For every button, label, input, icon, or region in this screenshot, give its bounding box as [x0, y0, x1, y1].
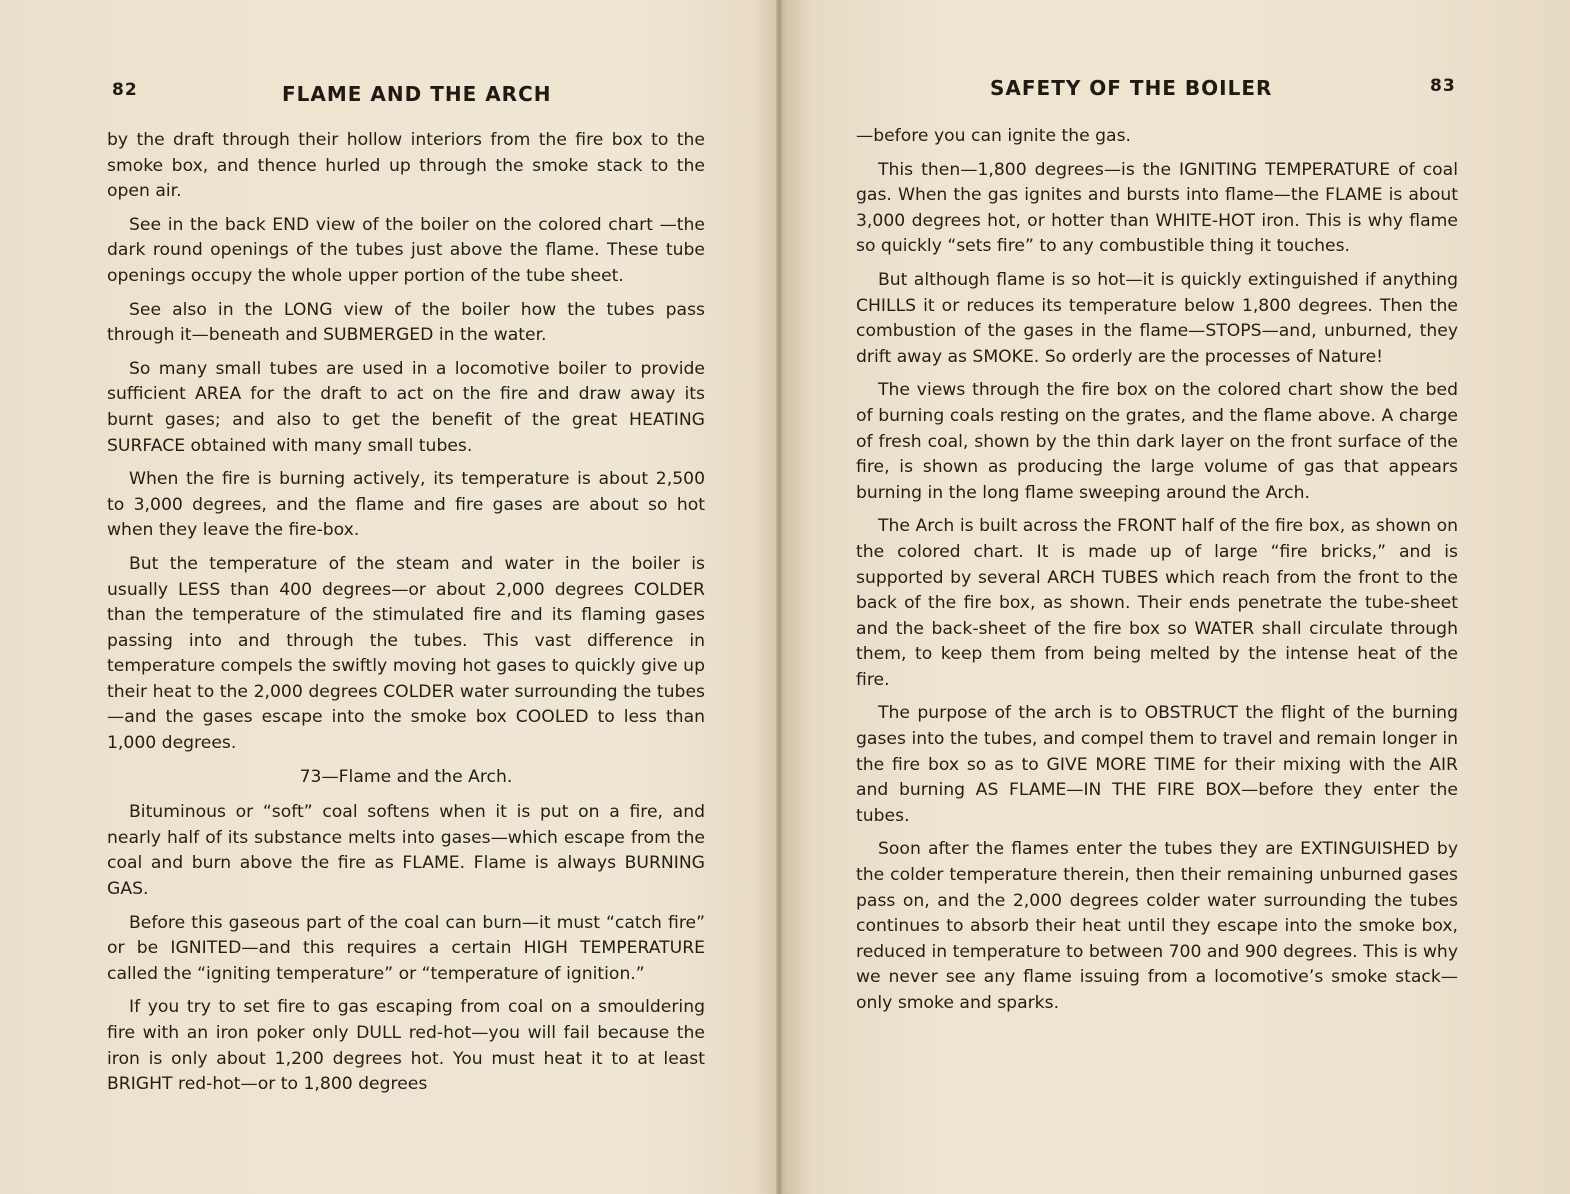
right-page: [780, 0, 1570, 1194]
paragraph: The Arch is built across the FRONT half of the fire box, as shown on the colored chart. It is made up of large “fire bricks,” and is supported by several ARCH TUBES which reach from the front to the back of the fire box, as shown. Their ends penetrate the tube-sheet and the back-sheet of the fire box so WATER shall circulate through them, to keep them from being melted by the intense heat of the fire.: [856, 516, 1458, 690]
paragraph: The views through the fire box on the colored chart show the bed of burning coals resting on the grates, and the flame above. A charge of fresh coal, shown by the thin dark layer on the front surface of the fire, is shown as producing the large volume of gas that appears burning in the long flame sweeping around the Arch.: [856, 380, 1458, 503]
section-heading: 73—Flame and the Arch.: [299, 766, 513, 787]
running-head: FLAME AND THE ARCH: [282, 82, 552, 106]
paragraph: If you try to set fire to gas escaping from coal on a smouldering fire with an iron poker only DULL red-hot—you will fail because the iron is only about 1,200 degrees hot. You must heat it to at least BRIGHT red-hot—or to 1,800 degrees: [107, 997, 705, 1095]
page-number: 82: [112, 80, 138, 100]
paragraph: So many small tubes are used in a locomotive boiler to provide sufficient AREA for the draft to act on the fire and draw away its burnt gases; and also to get the benefit of the great HEATING SURFACE obtained with many small tubes.: [107, 358, 705, 456]
paragraph: Bituminous or “soft” coal softens when it is put on a fire, and nearly half of its substance melts into gases—which escape from the coal and burn above the fire as FLAME. Flame is always BURNING GAS.: [107, 802, 705, 900]
page-number: 83: [1430, 76, 1456, 96]
paragraph: But the temperature of the steam and water in the boiler is usually LESS than 400 degrees—or about 2,000 degrees COLDER than the temperature of the stimulated fire and its flaming gases passing into and through the tubes. This vast difference in temperature compels the swiftly moving hot gases to quickly give up their heat to the 2,000 degrees COLDER water surrounding the tubes—and the gases escape into the smoke box COOLED to less than 1,000 degrees.: [107, 553, 705, 754]
page-body: [856, 124, 1458, 1025]
paragraph: —before you can ignite the gas.: [856, 126, 1132, 146]
paragraph: See also in the LONG view of the boiler how the tubes pass through it—beneath and SUBMERGED in the water.: [107, 299, 705, 346]
page-body: [107, 128, 705, 1106]
paragraph: This then—1,800 degrees—is the IGNITING TEMPERATURE of coal gas. When the gas ignites and bursts into flame—the FLAME is about 3,000 degrees hot, or hotter than WHITE-HOT iron. This is why flame so quickly “sets fire” to any combustible thing it touches.: [856, 159, 1458, 257]
paragraph: When the fire is burning actively, its temperature is about 2,500 to 3,000 degrees, and the flame and fire gases are about so hot when they leave the fire-box.: [107, 469, 705, 541]
paragraph: Soon after the flames enter the tubes they are EXTINGUISHED by the colder temperature therein, then their remaining unburned gases pass on, and the 2,000 degrees colder water surrounding the tubes continues to absorb their heat until they escape into the smoke box, reduced in temperature to between 700 and 900 degrees. This is why we never see any flame issuing from a locomotive’s smoke stack—only smoke and sparks.: [856, 839, 1458, 1013]
paragraph: See in the back END view of the boiler on the colored chart —the dark round openings of the tubes just above the flame. These tube openings occupy the whole upper portion of the tube sheet.: [107, 214, 705, 286]
paragraph: The purpose of the arch is to OBSTRUCT the flight of the burning gases into the tubes, and compel them to travel and remain longer in the fire box so as to GIVE MORE TIME for their mixing with the AIR and burning AS FLAME—IN THE FIRE BOX—before they enter the tubes.: [856, 703, 1458, 826]
paragraph: But although flame is so hot—it is quickly extinguished if anything CHILLS it or reduces its temperature below 1,800 degrees. Then the combustion of the gases in the flame—STOPS—and, unburned, they drift away as SMOKE. So orderly are the processes of Nature!: [856, 269, 1458, 367]
running-head: SAFETY OF THE BOILER: [990, 76, 1273, 100]
paragraph: by the draft through their hollow interiors from the fire box to the smoke box, and thence hurled up through the smoke stack to the open air.: [107, 130, 705, 202]
paragraph: Before this gaseous part of the coal can burn—it must “catch fire” or be IGNITED—and this requires a certain HIGH TEMPERATURE called the “igniting temperature” or “temperature of ignition.”: [107, 912, 705, 984]
left-page: [0, 0, 775, 1194]
